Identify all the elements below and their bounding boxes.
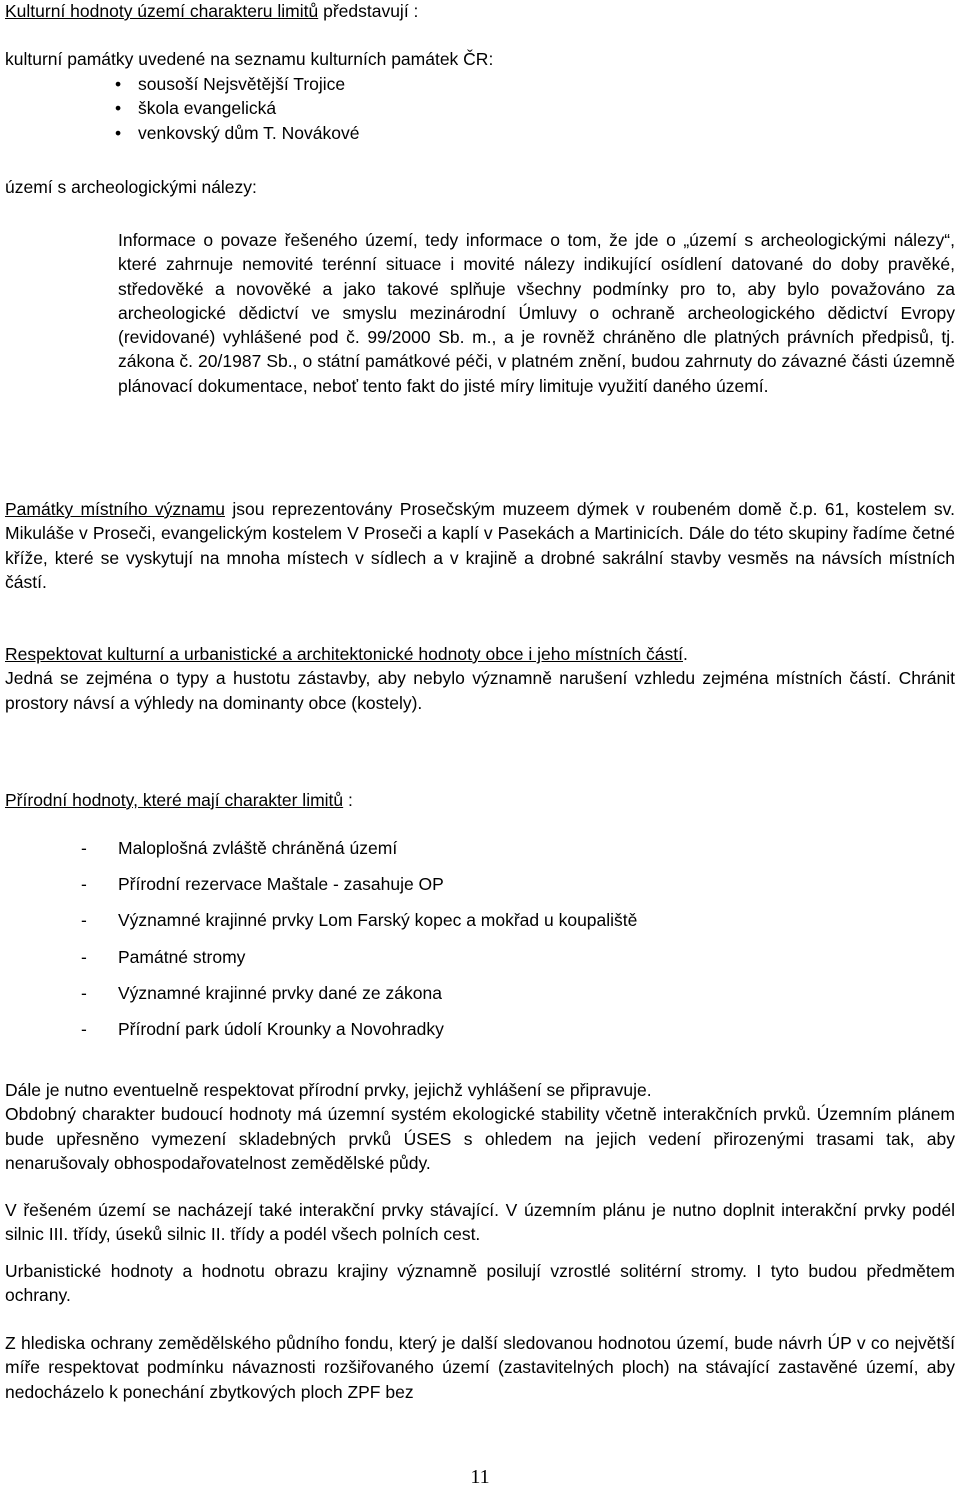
natural-value-label: Významné krajinné prvky dané ze zákona [118, 982, 442, 1003]
bullet-icon: • [115, 98, 122, 119]
bullet-icon: • [115, 74, 122, 94]
heading-cultural-values-rest: představují : [318, 1, 419, 21]
dash-icon: - [81, 946, 87, 967]
uses-text: Obdobný charakter budoucí hodnoty má územní systém ekologické stability včetně interakčních prvků. Územním plánem bude upřesněno vymezení skladebných prvků ÚSES s ohledem na jejich vedení přirozenými trasami tak, aby nenarušovaly obhospodařovatelnost zemědělské půdy. [5, 1104, 955, 1173]
natural-value-item [5, 945, 955, 981]
monument-item-label: sousoší Nejsvětější Trojice [138, 74, 346, 94]
archeology-paragraph: Informace o povaze řešeného území, tedy informace o tom, že jde o „území s archeologickými nálezy“, které zahrnuje nemovité terénní situace i movité nálezy indikující osídlení datované do doby pravěké, středověké a novověké a jako takové splňuje všechny podmínky pro to, aby bylo považováno za archeologické dědictví ve smyslu mezinárodní Úmluvy o ochraně archeologického dědictví Evropy (revidované) vyhlášené pod č. 99/2000 Sb. m., a je rovněž chráněno dle platných právních předpisů, tj. zákona č. 20/1987 Sb., o státní památkové péči, v platném znění, budou zahrnuty do závazné části územně plánovací dokumentace, neboť tento fakt do jisté míry limituje využití daného území. [118, 230, 955, 396]
local-monuments-text: jsou reprezentovány Prosečským muzeem dýmek v roubeném domě č.p. 61, kostelem sv. Mikuláše v Proseči, evangelickým kostelem V Proseči a kaplí v Pasekách a Martinicích. Dále do této skupiny řadíme četné kříže, které se vyskytují na mnoha místech v sídlech a v krajině a drobné sakrální stavby vesměs na návsích místních částí. [5, 499, 955, 592]
dash-icon: - [81, 838, 87, 858]
natural-value-label: Památné stromy [118, 946, 246, 967]
respect-values-underlined: Respektovat kulturní a urbanistické a architektonické hodnoty obce i jeho místních částí [5, 644, 683, 664]
page-number: 11 [470, 1466, 490, 1488]
natural-value-item [5, 872, 955, 908]
dash-icon: - [81, 982, 87, 1003]
natural-value-item [5, 1017, 955, 1053]
natural-value-item [5, 836, 955, 872]
heading-natural-values [5, 788, 955, 812]
natural-elements-text: Dále je nutno eventuelně respektovat přírodní prvky, jejichž vyhlášení se připravuje. [5, 1080, 652, 1100]
natural-value-label: Přírodní park údolí Krounky a Novohradky [118, 1018, 444, 1039]
heading-cultural-values-underlined: Kulturní hodnoty území charakteru limitů [5, 1, 319, 21]
monuments-intro: kulturní památky uvedené na seznamu kulturních památek ČR: [5, 49, 494, 69]
dash-icon: - [81, 910, 87, 931]
monuments-list [5, 72, 955, 145]
respect-values-paragraph [5, 642, 955, 715]
monument-item-label: venkovský dům T. Novákové [138, 122, 360, 143]
natural-value-item [5, 981, 955, 1017]
heading-natural-values-underlined: Přírodní hodnoty, které mají charakter limitů [5, 790, 344, 810]
bullet-icon: • [115, 122, 122, 143]
solitary-trees-paragraph: Urbanistické hodnoty a hodnotu obrazu krajiny významně posilují vzrostlé solitérní stromy. I tyto budou předmětem ochrany. [5, 1261, 955, 1306]
natural-values-list [5, 836, 955, 1053]
local-monuments-paragraph [5, 497, 955, 594]
heading-natural-values-rest: : [343, 790, 353, 810]
dash-icon: - [81, 1018, 87, 1039]
zpf-paragraph: Z hlediska ochrany zemědělského půdního fondu, který je další sledovanou hodnotou území, bude návrh ÚP v co největší míře respektovat podmínku návaznosti rozšiřovaného území (zastavitelných ploch) na stávající zastavěné území, aby nedocházelo k ponechání zbytkových ploch ZPF bez [5, 1333, 955, 1402]
natural-value-label: Maloplošná zvláště chráněná území [118, 838, 398, 858]
natural-value-label: Významné krajinné prvky Lom Farský kopec a mokřad u koupaliště [118, 910, 638, 931]
monument-item [5, 72, 955, 96]
monument-item [5, 96, 955, 120]
natural-elements-paragraph [5, 1078, 955, 1175]
natural-value-item [5, 908, 955, 944]
natural-value-label: Přírodní rezervace Maštale - zasahuje OP [118, 874, 444, 895]
respect-values-period: . [683, 644, 688, 664]
archeology-intro: území s archeologickými nálezy: [5, 177, 257, 197]
monument-item-label: škola evangelická [138, 98, 277, 119]
interaction-elements-paragraph: V řešeném území se nacházejí také interakční prvky stávající. V územním plánu je nutno doplnit interakční prvky podél silnic III. třídy, úseků silnic II. třídy a podél všech polních cest. [5, 1200, 955, 1245]
local-monuments-underlined: Památky místního významu [5, 499, 225, 519]
monument-item [5, 121, 955, 145]
respect-values-text: Jedná se zejména o typy a hustotu zástavby, aby nebylo významně narušení vzhledu zejména místních částí. Chránit prostory návsí a výhledy na dominanty obce (kostely). [5, 668, 955, 713]
heading-cultural-values [5, 0, 955, 23]
dash-icon: - [81, 874, 87, 895]
